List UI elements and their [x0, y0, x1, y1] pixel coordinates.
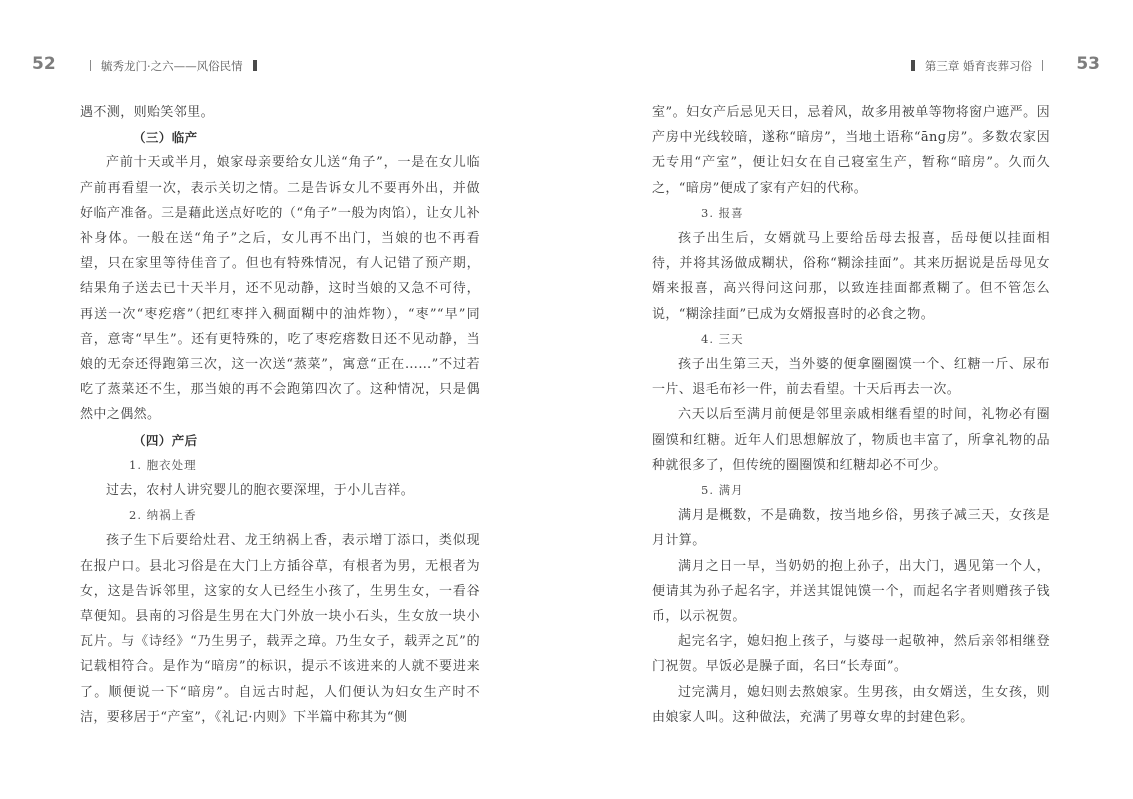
paragraph: 室”。妇女产后忌见天日，忌着风，故多用被单等物将窗户遮严。因产房中光线较暗，遂称“暗房”，当地土语称“ānɡ房”。多数农家因无专用“产室”，便让妇女在自己寝室生产，暂称“暗房”。久而久之，“暗房”便成了家有产妇的代称。 [652, 105, 1050, 196]
running-head [80, 58, 267, 74]
paragraph: 过去，农村人讲究婴儿的胞衣要深埋，于小儿吉祥。 [106, 483, 415, 499]
separator-bar [253, 60, 257, 71]
paragraph: 产前十天或半月，娘家母亲要给女儿送“角子”，一是在女儿临产前再看望一次，表示关切之情。二是告诉女儿不要再外出，并做好临产准备。三是藉此送点好吃的（“角子”一般为肉馅），让女儿补补身体。一般在送“角子”之后，女儿再不出门，当娘的也不再看望，只在家里等待佳音了。但也有特殊情况，有人记错了预产期，结果角子送去已十天半月，还不见动静，这时当娘的又急不可待，再送一次“枣疙瘩”（把红枣拌入稠面糊中的油炸物），“枣”“早”同音，意寄“早生”。还有更特殊的，吃了枣疙瘩数日还不见动静，当娘的无奈还得跑第三次，这一次送“蒸菜”，寓意“正在……”不过若吃了蒸菜还不生，那当娘的再不会跑第四次了。这种情况，只是偶然中之偶然。 [80, 155, 480, 423]
right-page [566, 0, 1133, 799]
subsection-heading: 1. 胞衣处理 [129, 457, 197, 472]
running-head-text: 第三章 婚育丧葬习俗 [924, 59, 1032, 73]
section-heading: （四）产后 [133, 432, 198, 448]
separator-bar [90, 60, 91, 71]
subsection-heading: 2. 纳祸上香 [129, 508, 197, 523]
page-number: 53 [1076, 54, 1100, 74]
separator-bar [1042, 60, 1043, 71]
subsection-heading: 5. 满月 [701, 483, 744, 498]
paragraph: 满月之日一早，当奶奶的抱上孙子，出大门，遇见第一个人，便请其为孙子起名字，并送其馄饨馍一个，而起名字者则赠孩子钱币，以示祝贺。 [652, 558, 1050, 625]
paragraph: 孩子出生后，女婿就马上要给岳母去报喜，岳母便以挂面相待，并将其汤做成糊状，俗称“糊涂挂面”。其来历据说是岳母见女婿来报喜，高兴得问这问那，以致连挂面都煮糊了。但不管怎么说，“糊涂挂面”已成为女婿报喜时的必食之物。 [652, 231, 1050, 322]
section-heading: （三）临产 [133, 130, 198, 146]
paragraph: 起完名字，媳妇抱上孩子，与婆母一起敬神，然后亲邻相继登门祝贺。早饭必是臊子面，名曰“长寿面”。 [652, 634, 1050, 675]
paragraph: 遇不测，则贻笑邻里。 [80, 105, 215, 120]
page-number: 52 [32, 54, 56, 74]
page-body [652, 100, 1050, 730]
subsection-heading: 4. 三天 [701, 331, 744, 346]
subsection-heading: 3. 报喜 [701, 205, 744, 220]
running-head [901, 58, 1053, 74]
paragraph: 过完满月，媳妇则去熬娘家。生男孩，由女婿送，生女孩，则由娘家人叫。这种做法，充满了男尊女卑的封建色彩。 [652, 684, 1050, 725]
paragraph: 孩子生下后要给灶君、龙王纳祸上香，表示增丁添口，类似现在报户口。县北习俗是在大门上方插谷草，有根者为男，无根者为女，这是告诉邻里，这家的女人已经生小孩了，生男生女，一看谷草便知。县南的习俗是生男在大门外放一块小石头，生女放一块小瓦片。与《诗经》“乃生男子，载弄之璋。乃生女子，载弄之瓦”的记载相符合。是作为“暗房”的标识，提示不该进来的人就不要进来了。顺便说一下“暗房”。自远古时起，人们便认为妇女生产时不洁，要移居于“产室”，《礼记·内则》下半篇中称其为“侧 [80, 533, 480, 725]
page-body [80, 100, 480, 730]
paragraph: 孩子出生第三天，当外婆的便拿圈圈馍一个、红糖一斤、尿布一片、退毛布衫一件，前去看望。十天后再去一次。 [652, 357, 1050, 398]
running-head-text: 毓秀龙门·之六——风俗民情 [101, 59, 243, 73]
separator-bar [911, 60, 915, 71]
left-page [0, 0, 566, 799]
paragraph: 满月是概数，不是确数，按当地乡俗，男孩子减三天，女孩是月计算。 [652, 508, 1050, 549]
paragraph: 六天以后至满月前便是邻里亲戚相继看望的时间，礼物必有圈圈馍和红糖。近年人们思想解放了，物质也丰富了，所拿礼物的品种就很多了，但传统的圈圈馍和红糖却必不可少。 [652, 407, 1050, 473]
